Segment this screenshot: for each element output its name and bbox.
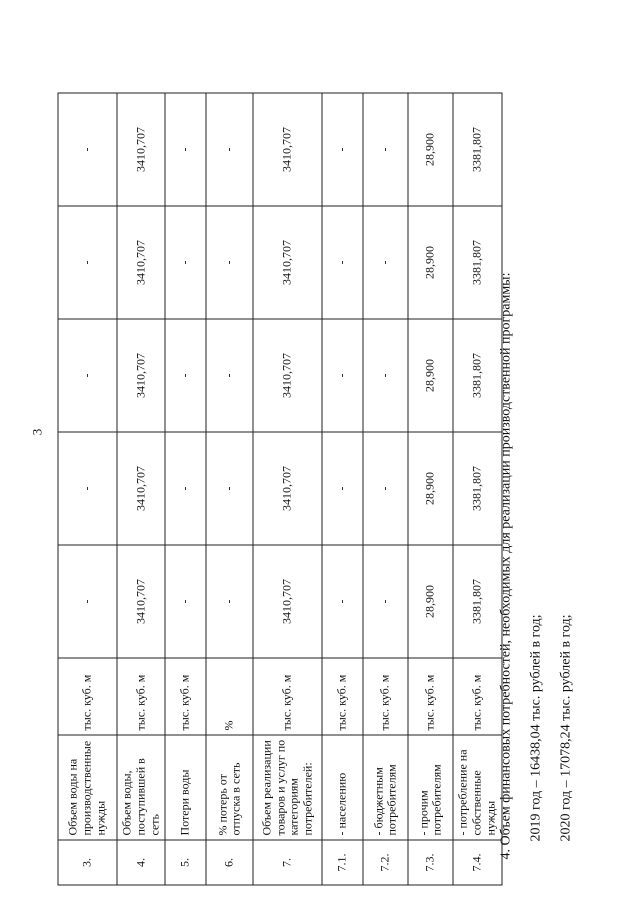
row-value: 3381,807 [453, 432, 501, 545]
row-value: 3410,707 [253, 545, 322, 658]
financial-item-2019: 2019 год – 16438,04 тыс. рублей в год; [528, 614, 544, 842]
row-value: 3381,807 [453, 206, 501, 319]
row-name: - населению [322, 735, 363, 840]
row-value: - [322, 545, 363, 658]
row-value: 3381,807 [453, 93, 501, 206]
row-value: - [363, 319, 408, 432]
row-number: 7.4. [453, 840, 501, 885]
row-value: 28,900 [408, 432, 453, 545]
row-unit: % [206, 658, 253, 735]
row-unit: тыс. куб. м [253, 658, 322, 735]
financial-item-2020: 2020 год – 17078,24 тыс. рублей в год; [558, 614, 574, 842]
row-number: 6. [206, 840, 253, 885]
row-number: 7.2. [363, 840, 408, 885]
section-heading: 4. Объем финансовых потребностей, необходимых для реализации производственной программы: [498, 272, 514, 860]
row-name: - бюджетным потребителям [363, 735, 408, 840]
page-number: 3 [29, 428, 45, 436]
row-value: 3410,707 [117, 93, 165, 206]
table-row [322, 93, 363, 885]
rotated-page-content [58, 46, 640, 886]
row-value: - [58, 432, 117, 545]
row-value: 28,900 [408, 93, 453, 206]
row-value: 28,900 [408, 319, 453, 432]
row-value: - [322, 432, 363, 545]
row-value: - [58, 319, 117, 432]
row-name: % потерь от отпуска в сеть [206, 735, 253, 840]
table-row [117, 93, 165, 885]
row-value: 3410,707 [117, 545, 165, 658]
row-value: - [165, 319, 206, 432]
row-value: - [206, 432, 253, 545]
row-value: 3410,707 [253, 319, 322, 432]
row-value: - [206, 206, 253, 319]
table-row [363, 93, 408, 885]
row-name: Объем воды, поступившей в сеть [117, 735, 165, 840]
row-unit: тыс. куб. м [322, 658, 363, 735]
row-value: 3410,707 [117, 319, 165, 432]
row-value: - [58, 545, 117, 658]
row-value: 3410,707 [117, 432, 165, 545]
table-row [165, 93, 206, 885]
row-unit: тыс. куб. м [408, 658, 453, 735]
row-value: 3410,707 [117, 206, 165, 319]
row-number: 5. [165, 840, 206, 885]
row-value: - [322, 319, 363, 432]
row-value: - [363, 545, 408, 658]
row-value: - [322, 93, 363, 206]
row-unit: тыс. куб. м [363, 658, 408, 735]
row-unit: тыс. куб. м [117, 658, 165, 735]
row-value: 3381,807 [453, 545, 501, 658]
row-number: 7.3. [408, 840, 453, 885]
row-value: - [165, 432, 206, 545]
production-table [58, 93, 503, 886]
row-value: - [165, 93, 206, 206]
row-name: Потери воды [165, 735, 206, 840]
row-value: - [363, 93, 408, 206]
row-value: - [363, 206, 408, 319]
row-value: - [363, 432, 408, 545]
row-value: - [206, 545, 253, 658]
row-value: 3410,707 [253, 93, 322, 206]
row-name: - прочим потребителям [408, 735, 453, 840]
row-value: - [58, 93, 117, 206]
row-value: - [165, 206, 206, 319]
row-number: 3. [58, 840, 117, 885]
row-value: - [322, 206, 363, 319]
row-value: 3410,707 [253, 432, 322, 545]
row-value: 28,900 [408, 206, 453, 319]
financial-needs-section [492, 86, 582, 886]
table-row [58, 93, 117, 885]
row-unit: тыс. куб. м [165, 658, 206, 735]
row-value: - [206, 319, 253, 432]
row-value: - [206, 93, 253, 206]
row-number: 4. [117, 840, 165, 885]
row-value: 28,900 [408, 545, 453, 658]
row-name: - потребление на собственные нужды [453, 735, 501, 840]
row-value: 3410,707 [253, 206, 322, 319]
row-number: 7.1. [322, 840, 363, 885]
row-name: Объем воды на производственные нужды [58, 735, 117, 840]
row-value: 3381,807 [453, 319, 501, 432]
row-unit: тыс. куб. м [453, 658, 501, 735]
row-number: 7. [253, 840, 322, 885]
row-value: - [165, 545, 206, 658]
row-unit: тыс. куб. м [58, 658, 117, 735]
row-name: Объем реализации товаров и услуг по категориям потребителей: [253, 735, 322, 840]
table-row [206, 93, 253, 885]
table-row [408, 93, 453, 885]
row-value: - [58, 206, 117, 319]
table-row [253, 93, 322, 885]
